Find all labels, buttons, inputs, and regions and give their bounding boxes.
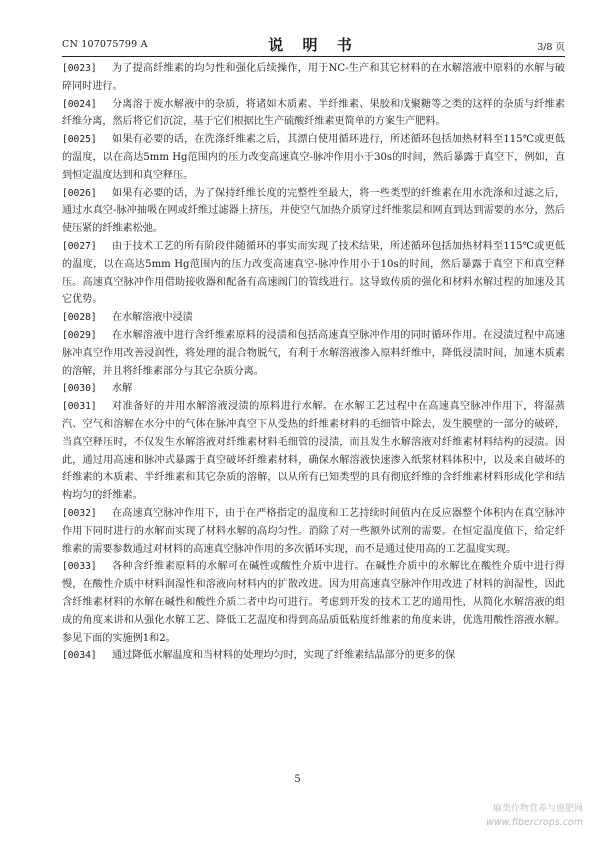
watermark-url: www.fibercrops.com [486,817,583,828]
paragraph-text: 如果有必要的话，在洗涤纤维素之后，其漂白使用循环进行，所述循环包括加热材料至115℃或更低的温度，以在高达5mm Hg范围内的压力改变高速真空-脉冲作用小于30s的时间，然后暴露于真空下，例如，直到恒定温度达到和真空释压。 [62,134,566,181]
page-header [62,34,565,54]
watermark-site-name: 麻类作物营养与施肥网 [492,804,583,814]
paragraph [62,60,565,96]
page-number: 5 [294,774,301,785]
paragraph [62,185,565,238]
paragraph [62,327,565,380]
paragraph-text: 在水解溶液中进行含纤维素原料的浸渍和包括高速真空脉冲作用的同时循环作用。在浸渍过程中高速脉冲真空作用改善浸润性，将处理的混合物脱气，有利于水解溶液渗入原料纤维中，降低浸渍时间，加速木质素的溶解，并且将纤维素部分与其它杂质分离。 [62,329,565,377]
paragraph-text: 在水解溶液中浸渍 [112,312,193,324]
paragraph [62,558,565,647]
section-heading [62,309,565,327]
paragraph-number: [0025] [62,134,97,146]
paragraph [62,238,565,309]
paragraph-number: [0034] [62,650,97,662]
paragraph-number: [0031] [62,401,97,413]
paragraph-number: [0028] [62,312,97,324]
paragraph-number: [0032] [62,507,97,519]
paragraph-text: 为了提高纤维素的均匀性和强化后续操作，用于NC-生产和其它材料的在水解溶液中原料的水解与破碎同时进行。 [62,63,565,92]
paragraph-text: 如果有必要的话，为了保持纤维长度的完整性至最大，将一些类型的纤维素在用水洗涤和过滤之后，通过水真空-脉冲抽吸在网或纤维过滤器上挤压，并使空气加热介质穿过纤维浆层和网直到达到需要的水分，然后使压紧的纤维素松弛。 [62,187,565,235]
section-heading [62,380,565,398]
paragraph-number: [0023] [62,63,97,74]
document-title: 说 明 书 [268,36,359,54]
page-indicator: 3/8 页 [537,42,565,53]
paragraph-text: 水解 [112,383,133,395]
paragraph [62,398,565,505]
paragraph-number: [0029] [62,329,97,341]
paragraph-text: 由于技术工艺的所有阶段伴随循环的事实而实现了技术结果，所述循环包括加热材料至115℃或更低的温度，以在高达5mm Hg范围内的压力改变高速真空-脉冲作用小于10s的时间，然后暴露于真空下和真空释压。高速真空脉冲作用借助接收器和配备有高速阀门的管线进行。这导致传质的强化和材料水解过程的加速及其它优势。 [62,240,565,306]
paragraph-number: [0033] [62,561,97,573]
paragraph-text: 各种含纤维素原料的水解可在碱性或酸性介质中进行。在碱性介质中的水解比在酸性介质中进行得慢，在酸性介质中材料润湿性和溶液向材料内的扩散改进。因为用高速真空脉冲作用改进了材料的润湿性，因此含纤维素材料的水解在碱性和酸性介质二者中均可进行。考虑到开发的技术工艺的通用性，从简化水解溶液的组成的角度来讲和从强化水解工艺、降低工艺温度和得到高品质低粘度纤维素的角度来讲，优选用酸性溶液水解。参见下面的实施例1和2。 [62,561,565,644]
watermark [486,803,583,829]
paragraph [62,96,565,132]
header-divider [62,56,565,57]
paragraph [62,647,565,665]
paragraph-text: 在高速真空脉冲作用下，由于在严格指定的温度和工艺持续时间值内在反应器整个体积内在真空脉冲作用下同时进行的水解而实现了材料水解的高均匀性。消除了对一些额外试剂的需要。在恒定温度值下，给定纤维素的需要参数通过对材料的高速真空脉冲作用的多次循环实现，而不是通过使用高的工艺温度实现。 [62,507,565,555]
paragraph [62,131,565,184]
paragraph-text: 对准备好的并用水解溶液浸渍的原料进行水解。在水解工艺过程中在高速真空脉冲作用下，将湿蒸汽、空气和溶解在水分中的气体在脉冲真空下从受热的纤维素材料的毛细管中除去，发生膜壁的一部分的破碎，当真空释压时，不仅发生水解溶液对纤维素材料毛细管的浸渍，而且发生水解溶液对纤维素材料结构的浸渍。因此，通过用高速和脉冲式暴露于真空破坏纤维素材料，确保水解溶液快速渗入纸浆材料体积中，以及来自破坏的纤维素的木质素、半纤维素和其它杂质的溶解，以从所有已知类型的具有彻底纤维的含纤维素材料形成化学和结构均匀的纤维素。 [62,401,565,502]
paragraph-number: [0030] [62,383,97,395]
paragraph-text: 通过降低水解温度和当材料的处理均匀时，实现了纤维素结晶部分的更多的保 [112,650,456,662]
paragraph-number: [0027] [62,240,97,252]
paragraph-number: [0026] [62,187,97,199]
paragraph [62,505,565,558]
patent-number: CN 107075799 A [62,39,148,50]
document-body [62,60,565,665]
paragraph-number: [0024] [62,98,97,110]
paragraph-text: 分离溶于废水解液中的杂质，将诸如木质素、半纤维素、果胶和戊聚糖等之类的这样的杂质与纤维素纤维分离，然后将它们沉淀，基于它们根据比生产硫酸纤维素更简单的方案生产肥料。 [62,98,565,128]
